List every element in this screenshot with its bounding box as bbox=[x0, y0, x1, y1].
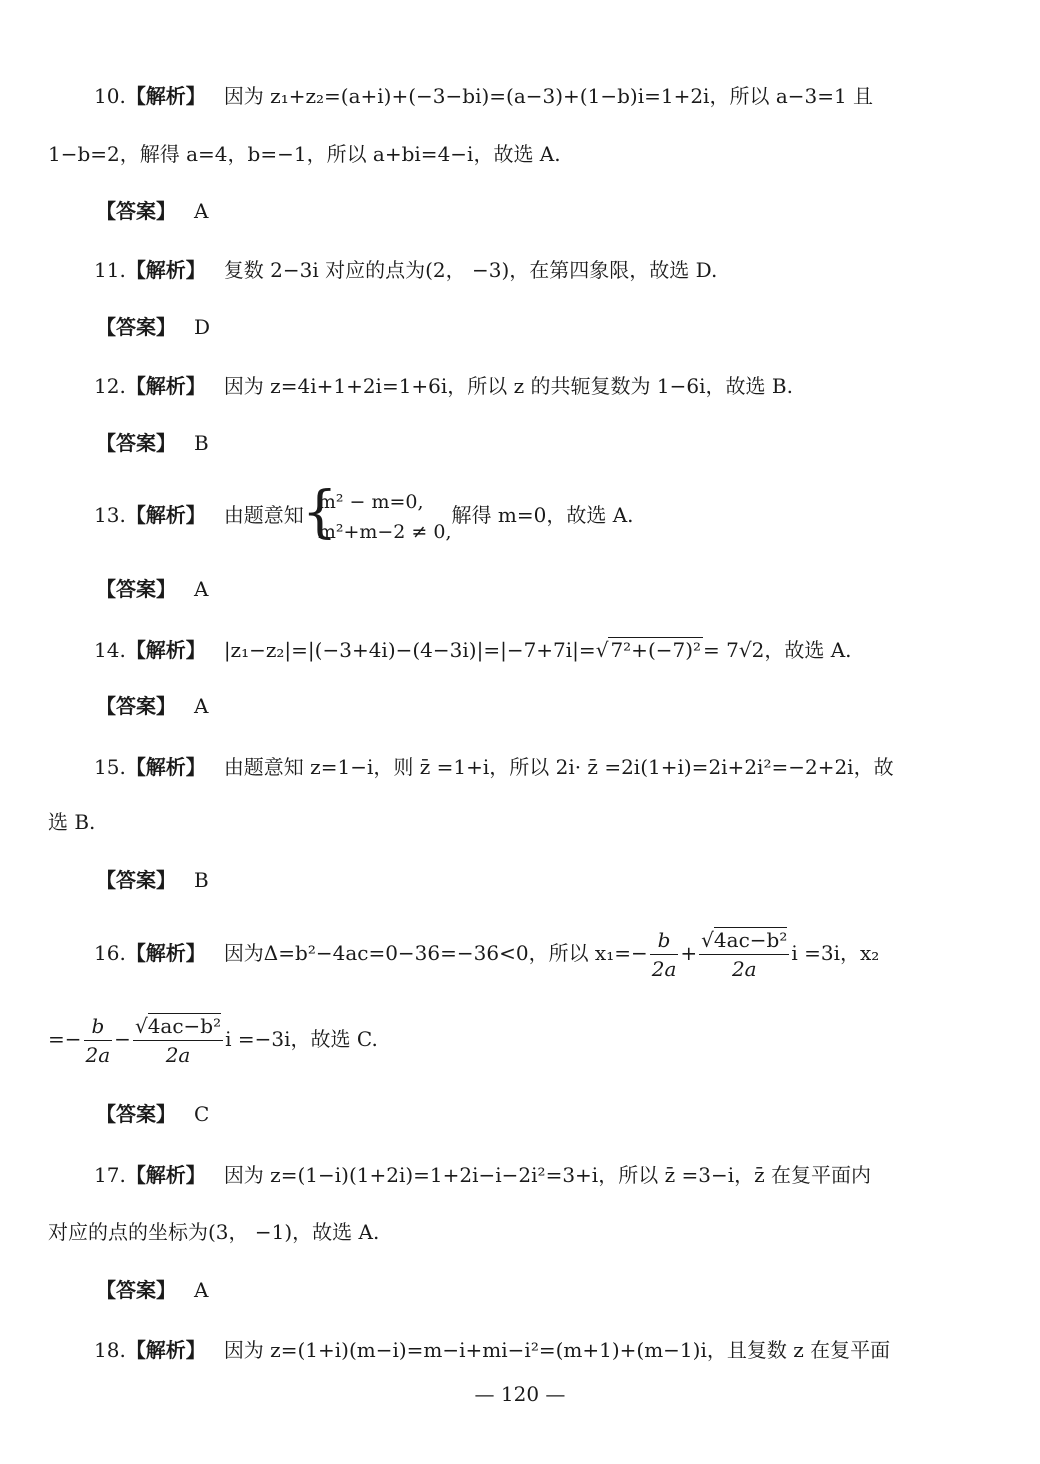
answer-value: A bbox=[194, 199, 209, 223]
fraction-denominator: 2a bbox=[165, 1043, 191, 1067]
fraction-b-over-2a bbox=[650, 926, 679, 983]
q16-mid: i =3i，x₂ bbox=[791, 941, 880, 965]
analysis-label: 【解析】 bbox=[125, 941, 206, 965]
answer-value: D bbox=[194, 315, 211, 339]
answer-label: 【答案】 bbox=[96, 1278, 176, 1302]
fraction-numerator: b bbox=[650, 926, 679, 955]
system-eq1: m² − m=0, bbox=[317, 490, 424, 513]
q10-answer bbox=[96, 197, 208, 225]
q15-text1: 由题意知 z=1−i，则 z̄ =1+i，所以 2i· z̄ =2i(1+i)=2i+2i²=−2+2i，故 bbox=[223, 755, 894, 779]
fraction-b-over-2a bbox=[84, 1012, 113, 1069]
analysis-label: 【解析】 bbox=[125, 84, 206, 108]
fraction-numerator: √4ac−b² bbox=[699, 926, 789, 955]
answer-value: B bbox=[194, 868, 209, 892]
q16-line2-pre: =− bbox=[48, 1027, 82, 1051]
q14-expr: |z₁−z₂|=|(−3+4i)−(4−3i)|=|−7+7i|= bbox=[223, 638, 596, 662]
q11-text1: 复数 2−3i 对应的点为(2， −3)，在第四象限，故选 D. bbox=[223, 258, 718, 282]
answer-value: C bbox=[194, 1102, 210, 1126]
q10-text2: 1−b=2，解得 a=4，b=−1，所以 a+bi=4−i，故选 A. bbox=[48, 142, 561, 166]
page-number: — 120 — bbox=[474, 1382, 566, 1406]
question-number: 11. bbox=[94, 258, 126, 282]
question-number: 10. bbox=[94, 84, 126, 108]
q16-line1: 16.【解析】 因为Δ=b²−4ac=0−36=−36<0，所以 x₁=− $\frac{b}{2a}$ + $\frac{\text{√4ac−b²}}{2a}$ i =3i，x₂ bbox=[94, 928, 880, 981]
q14-line1 bbox=[94, 636, 852, 664]
question-number: 12. bbox=[94, 374, 126, 398]
q10-line1 bbox=[94, 82, 873, 110]
answer-label: 【答案】 bbox=[96, 577, 176, 601]
fraction-sqrt-over-2a bbox=[699, 926, 789, 983]
q16-line2: =− $\frac{b}{2a}$ − $\frac{\text{√4ac−b²}}{2a}$ i =−3i，故选 C. bbox=[48, 1014, 378, 1067]
q13-answer bbox=[96, 575, 208, 603]
answer-label: 【答案】 bbox=[96, 315, 176, 339]
equation-system bbox=[301, 479, 452, 547]
q15-line1 bbox=[94, 753, 894, 781]
q17-answer bbox=[96, 1276, 208, 1304]
analysis-label: 【解析】 bbox=[125, 755, 206, 779]
q14-result: = 7√2，故选 A. bbox=[703, 638, 852, 662]
q16-line2-post: i =−3i，故选 C. bbox=[225, 1027, 378, 1051]
q11-answer bbox=[96, 313, 210, 341]
q17-line2 bbox=[48, 1218, 379, 1246]
q16-answer bbox=[96, 1100, 209, 1128]
answer-label: 【答案】 bbox=[96, 1102, 176, 1126]
q10-line2 bbox=[48, 140, 561, 168]
answer-value: A bbox=[194, 577, 209, 601]
question-number: 14. bbox=[94, 638, 126, 662]
q10-text1: 因为 z₁+z₂=(a+i)+(−3−bi)=(a−3)+(1−b)i=1+2i，所以 a−3=1 且 bbox=[223, 84, 874, 108]
answer-label: 【答案】 bbox=[96, 868, 176, 892]
analysis-label: 【解析】 bbox=[125, 374, 206, 398]
question-number: 18. bbox=[94, 1338, 126, 1362]
q13-prefix: 由题意知 bbox=[223, 503, 304, 527]
fraction-denominator: 2a bbox=[85, 1043, 111, 1067]
analysis-label: 【解析】 bbox=[125, 503, 206, 527]
analysis-label: 【解析】 bbox=[125, 1338, 206, 1362]
q17-text1: 因为 z=(1−i)(1+2i)=1+2i−i−2i²=3+i，所以 z̄ =3−i，z̄ 在复平面内 bbox=[223, 1163, 871, 1187]
q12-line1 bbox=[94, 372, 793, 400]
q18-text1: 因为 z=(1+i)(m−i)=m−i+mi−i²=(m+1)+(m−1)i，且复数 z 在复平面 bbox=[223, 1338, 891, 1362]
q18-line1 bbox=[94, 1336, 890, 1364]
analysis-label: 【解析】 bbox=[125, 1163, 206, 1187]
fraction-numerator: √4ac−b² bbox=[133, 1012, 223, 1041]
fraction-numerator: b bbox=[84, 1012, 113, 1041]
q16-pre: 因为Δ=b²−4ac=0−36=−36<0，所以 x₁=− bbox=[223, 941, 648, 965]
question-number: 16. bbox=[94, 941, 126, 965]
answer-label: 【答案】 bbox=[96, 431, 176, 455]
q14-answer bbox=[96, 692, 208, 720]
answer-value: A bbox=[194, 1278, 209, 1302]
fraction-denominator: 2a bbox=[731, 957, 757, 981]
radicand: 4ac−b² bbox=[713, 928, 788, 952]
q11-line1 bbox=[94, 256, 717, 284]
q12-answer bbox=[96, 429, 209, 457]
left-brace: { bbox=[301, 479, 338, 545]
radicand: 4ac−b² bbox=[147, 1014, 222, 1038]
question-number: 17. bbox=[94, 1163, 126, 1187]
fraction-sqrt-over-2a bbox=[133, 1012, 223, 1069]
answer-label: 【答案】 bbox=[96, 694, 176, 718]
radicand: 7²+(−7)² bbox=[610, 638, 702, 662]
question-number: 15. bbox=[94, 755, 126, 779]
answer-value: B bbox=[194, 431, 209, 455]
q17-line1 bbox=[94, 1161, 871, 1189]
analysis-label: 【解析】 bbox=[125, 638, 206, 662]
fraction-denominator: 2a bbox=[651, 957, 677, 981]
system-eq2: m²+m−2 ≠ 0, bbox=[317, 520, 452, 543]
q12-text1: 因为 z=4i+1+2i=1+6i，所以 z 的共轭复数为 1−6i，故选 B. bbox=[223, 374, 793, 398]
q15-line2 bbox=[48, 808, 95, 836]
q13-line1 bbox=[94, 479, 634, 548]
square-root: √ 7²+(−7)² bbox=[595, 638, 702, 662]
analysis-label: 【解析】 bbox=[125, 258, 206, 282]
answer-value: A bbox=[194, 694, 209, 718]
question-number: 13. bbox=[94, 503, 126, 527]
q17-text2: 对应的点的坐标为(3， −1)，故选 A. bbox=[48, 1220, 380, 1244]
answer-label: 【答案】 bbox=[96, 199, 176, 223]
q15-text2: 选 B. bbox=[48, 810, 96, 834]
q15-answer bbox=[96, 866, 209, 894]
q13-suffix: 解得 m=0，故选 A. bbox=[451, 503, 634, 527]
